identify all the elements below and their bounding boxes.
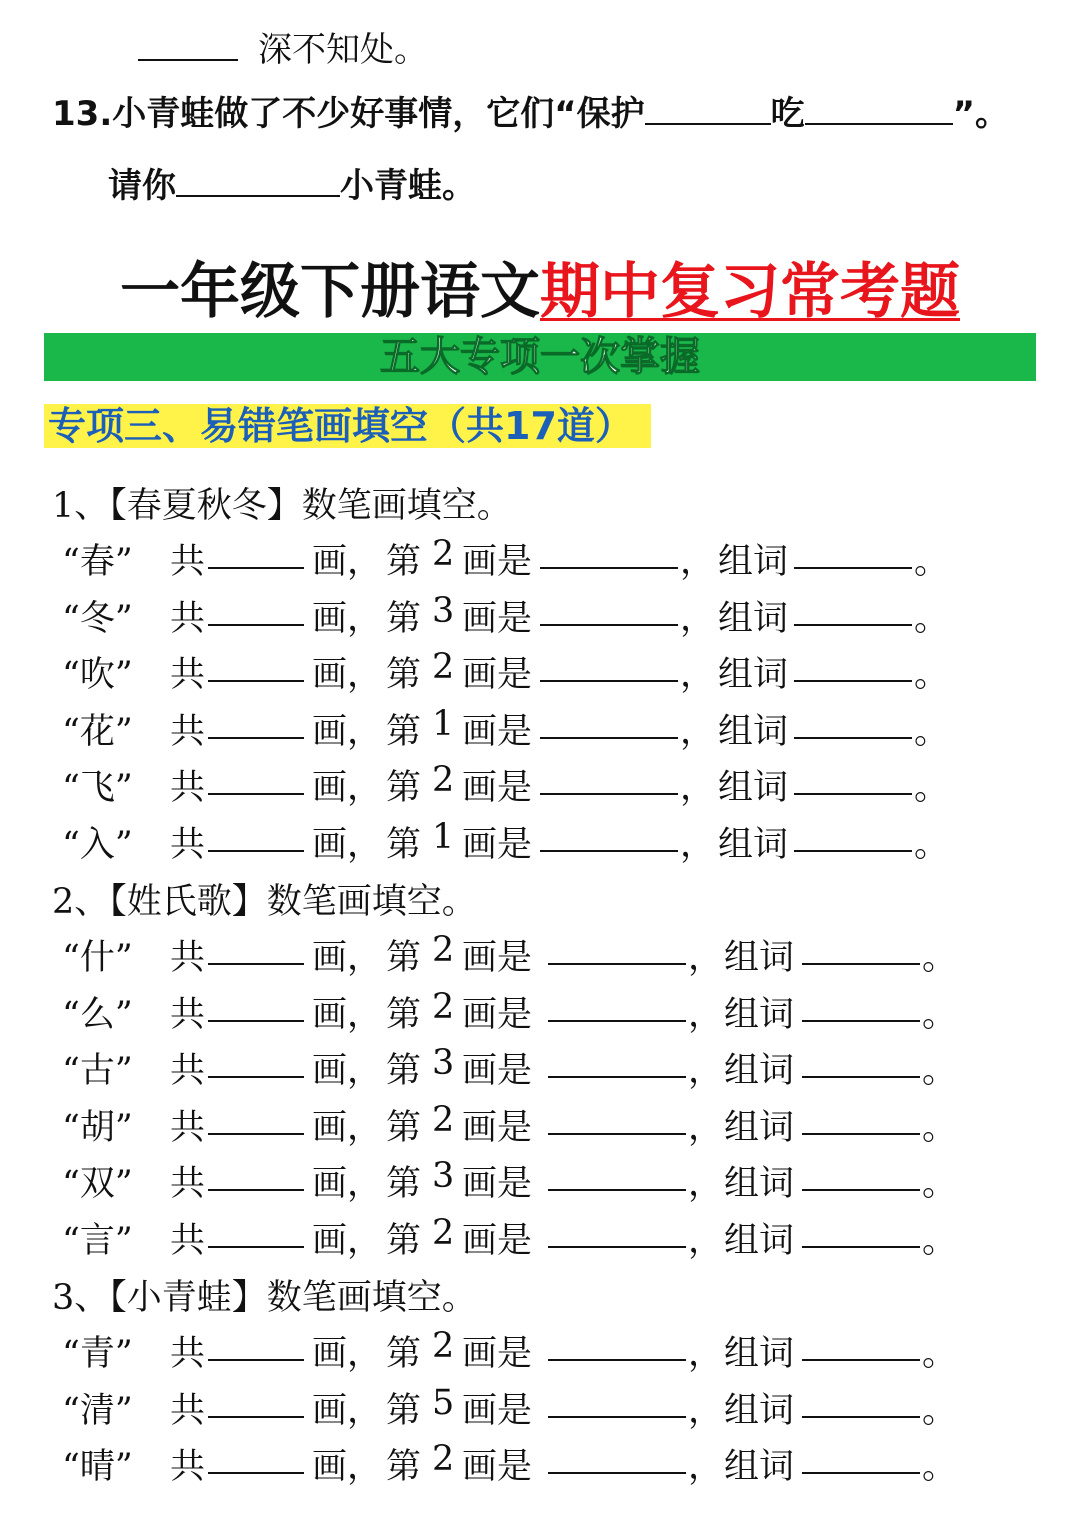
- label-huashi: 画是: [462, 1390, 533, 1431]
- stroke-index: 2: [432, 647, 455, 687]
- label-hua: 画，: [312, 1390, 383, 1431]
- label-zuci: 组词: [724, 1051, 795, 1091]
- stroke-index: 1: [432, 816, 455, 857]
- label-zuci: 组词: [724, 1164, 795, 1204]
- stroke-name-blank[interactable]: [548, 1383, 686, 1418]
- label-zuci: 组词: [718, 542, 789, 582]
- quoted-character: “晴”: [62, 1447, 133, 1487]
- quoted-character: “青”: [62, 1334, 133, 1374]
- stroke-index: 2: [432, 986, 455, 1027]
- stroke-count-blank[interactable]: [208, 1043, 304, 1078]
- answer-blank[interactable]: [138, 27, 238, 61]
- label-hua: 画，: [312, 1107, 383, 1148]
- word-blank[interactable]: [794, 817, 912, 852]
- stroke-count-blank[interactable]: [208, 1439, 304, 1474]
- label-zuci: 组词: [718, 768, 789, 808]
- stroke-name-blank[interactable]: [548, 1156, 686, 1191]
- label-end: 。: [922, 994, 958, 1035]
- label-end: 。: [914, 598, 950, 639]
- stroke-count-blank[interactable]: [208, 817, 304, 852]
- label-comma: ，: [680, 824, 716, 865]
- label-huashi: 画是: [462, 938, 533, 978]
- label-huashi: 画是: [462, 1334, 533, 1374]
- question-number: 13.: [52, 94, 113, 134]
- label-comma: ，: [680, 768, 716, 808]
- page-title: [0, 244, 1080, 330]
- question-13-line2: [108, 158, 476, 207]
- question-text: 小青蛙做了不少好事情，它们“保护: [112, 94, 645, 134]
- label-di: 第: [386, 1107, 422, 1148]
- stroke-name-blank[interactable]: [540, 534, 678, 569]
- label-di: 第: [386, 1447, 422, 1487]
- quoted-character: “春”: [62, 542, 133, 582]
- label-gong: 共: [170, 655, 206, 695]
- label-end: 。: [922, 1390, 958, 1431]
- green-banner: [44, 333, 1036, 381]
- label-di: 第: [386, 1164, 422, 1204]
- label-zuci: 组词: [718, 598, 789, 639]
- stroke-name-blank[interactable]: [540, 591, 678, 626]
- label-comma: ，: [688, 1390, 724, 1431]
- label-huashi: 画是: [462, 655, 533, 695]
- label-huashi: 画是: [462, 768, 533, 808]
- label-end: 。: [914, 768, 950, 808]
- label-end: 。: [914, 711, 950, 752]
- label-end: 。: [922, 1051, 958, 1091]
- label-hua: 画，: [312, 1220, 383, 1261]
- stroke-index: 2: [432, 534, 455, 574]
- label-comma: ，: [688, 1334, 724, 1374]
- title-red: 期中复习常考题: [540, 257, 960, 327]
- label-comma: ，: [688, 1051, 724, 1091]
- label-hua: 画，: [312, 598, 383, 639]
- label-end: 。: [922, 1107, 958, 1148]
- continued-line: [138, 22, 428, 71]
- stroke-index: 3: [432, 1156, 455, 1196]
- group-title: 2、【姓氏歌】数笔画填空。: [52, 882, 477, 922]
- stroke-index: 1: [432, 703, 455, 744]
- label-gong: 共: [170, 542, 206, 582]
- answer-blank[interactable]: [645, 91, 771, 125]
- label-huashi: 画是: [462, 994, 533, 1035]
- stroke-name-blank[interactable]: [540, 817, 678, 852]
- label-end: 。: [914, 824, 950, 865]
- word-blank[interactable]: [794, 534, 912, 569]
- quoted-character: “清”: [62, 1390, 133, 1431]
- label-di: 第: [386, 768, 422, 808]
- label-huashi: 画是: [462, 1220, 533, 1261]
- quoted-character: “花”: [62, 711, 133, 752]
- label-zuci: 组词: [718, 824, 789, 865]
- stroke-count-blank[interactable]: [208, 704, 304, 739]
- question-text-end: ”。: [952, 94, 1009, 134]
- stroke-name-blank[interactable]: [548, 1100, 686, 1135]
- word-blank[interactable]: [802, 1383, 920, 1418]
- label-hua: 画，: [312, 768, 383, 808]
- label-comma: ，: [688, 1447, 724, 1487]
- stroke-index: 3: [432, 1043, 455, 1083]
- question-text-end: 小青蛙。: [340, 166, 476, 206]
- quoted-character: “什”: [62, 938, 133, 978]
- label-gong: 共: [170, 824, 206, 865]
- quoted-character: “胡”: [62, 1107, 133, 1148]
- label-hua: 画，: [312, 938, 383, 978]
- label-zuci: 组词: [724, 938, 795, 978]
- word-blank[interactable]: [802, 1043, 920, 1078]
- quoted-character: “么”: [62, 994, 133, 1035]
- word-blank[interactable]: [794, 647, 912, 682]
- label-di: 第: [386, 1334, 422, 1374]
- stroke-index: 5: [432, 1382, 455, 1423]
- label-hua: 画，: [312, 1447, 383, 1487]
- answer-blank[interactable]: [805, 91, 953, 125]
- label-huashi: 画是: [462, 824, 533, 865]
- stroke-index: 2: [432, 1212, 455, 1253]
- quoted-character: “吹”: [62, 655, 133, 695]
- label-huashi: 画是: [462, 711, 533, 752]
- stroke-name-blank[interactable]: [548, 1439, 686, 1474]
- label-di: 第: [386, 711, 422, 752]
- quoted-character: “入”: [62, 824, 133, 865]
- label-zuci: 组词: [724, 1334, 795, 1374]
- label-end: 。: [922, 1164, 958, 1204]
- stroke-count-blank[interactable]: [208, 1100, 304, 1135]
- label-comma: ，: [688, 1220, 724, 1261]
- stroke-count-blank[interactable]: [208, 1213, 304, 1248]
- label-di: 第: [386, 598, 422, 639]
- word-blank[interactable]: [794, 591, 912, 626]
- group-title: 3、【小青蛙】数笔画填空。: [52, 1278, 477, 1318]
- label-huashi: 画是: [462, 1164, 533, 1204]
- label-zuci: 组词: [724, 994, 795, 1035]
- label-hua: 画，: [312, 994, 383, 1035]
- label-comma: ，: [688, 938, 724, 978]
- label-huashi: 画是: [462, 598, 533, 639]
- label-hua: 画，: [312, 824, 383, 865]
- label-gong: 共: [170, 1107, 206, 1148]
- label-hua: 画，: [312, 1334, 383, 1374]
- stroke-name-blank[interactable]: [540, 647, 678, 682]
- stroke-index: 2: [432, 930, 455, 970]
- label-end: 。: [922, 1220, 958, 1261]
- label-comma: ，: [680, 542, 716, 582]
- label-di: 第: [386, 1390, 422, 1431]
- label-zuci: 组词: [724, 1447, 795, 1487]
- label-comma: ，: [688, 994, 724, 1035]
- answer-blank[interactable]: [176, 163, 340, 197]
- word-blank[interactable]: [802, 1439, 920, 1474]
- section-heading: 专项三、易错笔画填空（共17道）: [44, 404, 651, 448]
- label-gong: 共: [170, 994, 206, 1035]
- label-hua: 画，: [312, 1051, 383, 1091]
- stroke-count-blank[interactable]: [208, 1326, 304, 1361]
- continued-text: 深不知处。: [258, 30, 428, 70]
- stroke-name-blank[interactable]: [548, 930, 686, 965]
- stroke-name-blank[interactable]: [540, 760, 678, 795]
- label-di: 第: [386, 1220, 422, 1261]
- stroke-count-blank[interactable]: [208, 534, 304, 569]
- label-huashi: 画是: [462, 1447, 533, 1487]
- stroke-index: 2: [432, 1326, 455, 1366]
- label-huashi: 画是: [462, 542, 533, 582]
- banner-text: 五大专项一次掌握: [380, 334, 700, 380]
- quoted-character: “冬”: [62, 598, 133, 639]
- word-blank[interactable]: [802, 1213, 920, 1248]
- label-gong: 共: [170, 1447, 206, 1487]
- label-gong: 共: [170, 711, 206, 752]
- label-huashi: 画是: [462, 1107, 533, 1148]
- label-gong: 共: [170, 768, 206, 808]
- stroke-index: 2: [432, 1439, 455, 1479]
- stroke-index: 2: [432, 1099, 455, 1140]
- stroke-index: 3: [432, 590, 455, 631]
- label-end: 。: [922, 938, 958, 978]
- label-end: 。: [914, 655, 950, 695]
- label-comma: ，: [680, 598, 716, 639]
- stroke-count-blank[interactable]: [208, 987, 304, 1022]
- stroke-name-blank[interactable]: [540, 704, 678, 739]
- stroke-name-blank[interactable]: [548, 1326, 686, 1361]
- label-comma: ，: [688, 1164, 724, 1204]
- title-black: 一年级下册语文: [120, 257, 540, 327]
- quoted-character: “古”: [62, 1051, 133, 1091]
- stroke-name-blank[interactable]: [548, 987, 686, 1022]
- stroke-name-blank[interactable]: [548, 1043, 686, 1078]
- word-blank[interactable]: [802, 1156, 920, 1191]
- label-zuci: 组词: [724, 1220, 795, 1261]
- word-blank[interactable]: [794, 760, 912, 795]
- stroke-count-blank[interactable]: [208, 930, 304, 965]
- label-zuci: 组词: [718, 711, 789, 752]
- stroke-count-blank[interactable]: [208, 760, 304, 795]
- label-gong: 共: [170, 1051, 206, 1091]
- label-gong: 共: [170, 598, 206, 639]
- quoted-character: “言”: [62, 1220, 133, 1261]
- stroke-count-blank[interactable]: [208, 591, 304, 626]
- quoted-character: “飞”: [62, 768, 133, 808]
- question-13: [52, 86, 1009, 135]
- stroke-index: 2: [432, 760, 455, 800]
- word-blank[interactable]: [794, 704, 912, 739]
- stroke-count-blank[interactable]: [208, 647, 304, 682]
- label-comma: ，: [680, 655, 716, 695]
- label-di: 第: [386, 655, 422, 695]
- stroke-name-blank[interactable]: [548, 1213, 686, 1248]
- label-gong: 共: [170, 1164, 206, 1204]
- label-di: 第: [386, 1051, 422, 1091]
- label-huashi: 画是: [462, 1051, 533, 1091]
- label-hua: 画，: [312, 711, 383, 752]
- label-di: 第: [386, 994, 422, 1035]
- label-end: 。: [922, 1334, 958, 1374]
- stroke-count-blank[interactable]: [208, 1156, 304, 1191]
- label-zuci: 组词: [718, 655, 789, 695]
- word-blank[interactable]: [802, 1100, 920, 1135]
- word-blank[interactable]: [802, 930, 920, 965]
- word-blank[interactable]: [802, 987, 920, 1022]
- label-zuci: 组词: [724, 1107, 795, 1148]
- label-gong: 共: [170, 1220, 206, 1261]
- label-comma: ，: [688, 1107, 724, 1148]
- label-gong: 共: [170, 1390, 206, 1431]
- label-end: 。: [922, 1447, 958, 1487]
- question-text-mid: 吃: [770, 94, 805, 134]
- label-comma: ，: [680, 711, 716, 752]
- label-hua: 画，: [312, 655, 383, 695]
- word-blank[interactable]: [802, 1326, 920, 1361]
- label-zuci: 组词: [724, 1390, 795, 1431]
- question-text: 请你: [108, 166, 176, 206]
- label-di: 第: [386, 938, 422, 978]
- label-hua: 画，: [312, 542, 383, 582]
- label-di: 第: [386, 542, 422, 582]
- label-hua: 画，: [312, 1164, 383, 1204]
- label-di: 第: [386, 824, 422, 865]
- stroke-count-blank[interactable]: [208, 1383, 304, 1418]
- label-gong: 共: [170, 1334, 206, 1374]
- label-gong: 共: [170, 938, 206, 978]
- quoted-character: “双”: [62, 1164, 133, 1204]
- group-title: 1、【春夏秋冬】数笔画填空。: [52, 486, 512, 526]
- label-end: 。: [914, 542, 950, 582]
